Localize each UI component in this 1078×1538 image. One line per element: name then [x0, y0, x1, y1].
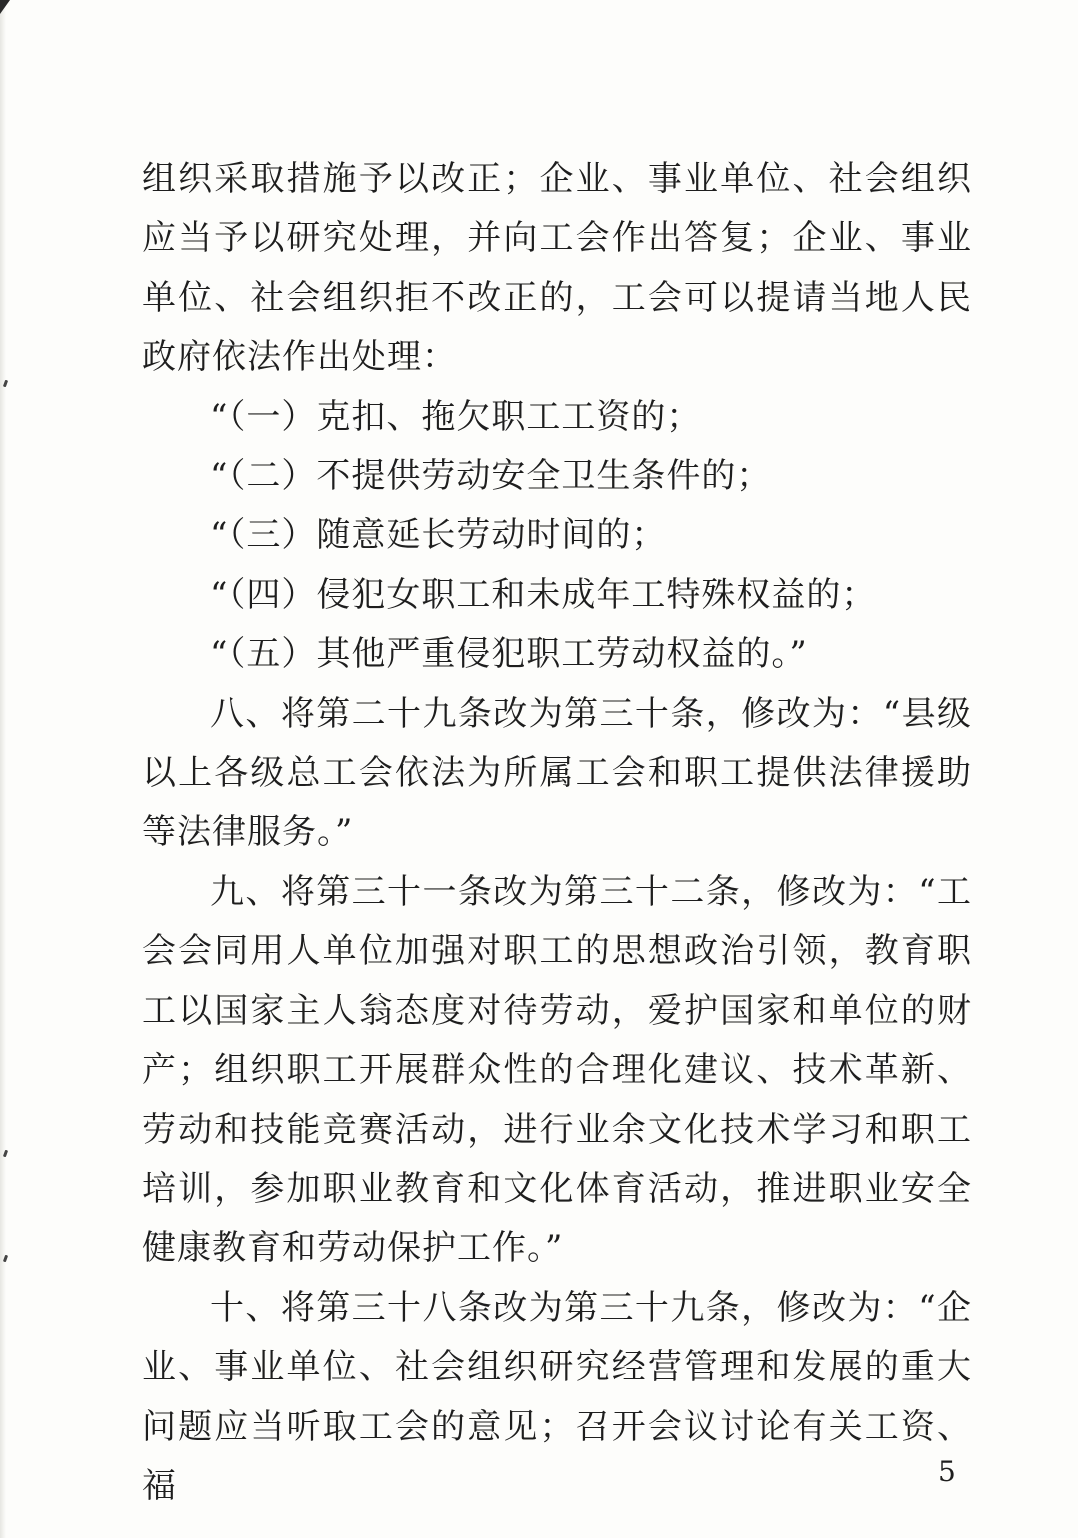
- page-number: 5: [938, 1455, 956, 1488]
- document-body: [142, 150, 972, 1516]
- margin-speck: [3, 380, 8, 388]
- list-item-4: “（四）侵犯女职工和未成年工特殊权益的；: [210, 574, 877, 615]
- list-item-5: “（五）其他严重侵犯职工劳动权益的。”: [210, 634, 808, 675]
- list-item-2: “（二）不提供劳动安全卫生条件的；: [210, 456, 772, 497]
- margin-speck: [3, 1150, 8, 1158]
- list-item-1: “（一）克扣、拖欠职工工资的；: [210, 396, 702, 437]
- paragraph-continuation: 组织采取措施予以改正；企业、事业单位、社会组织应当予以研究处理，并向工会作出答复；企业、事业单位、社会组织拒不改正的，工会可以提请当地人民政府依法作出处理：: [142, 159, 972, 378]
- amendment-9: 九、将第三十一条改为第三十二条，修改为：“工会会同用人单位加强对职工的思想政治引领，教育职工以国家主人翁态度对待劳动，爱护国家和单位的财产；组织职工开展群众性的合理化建议、技术革新、劳动和技能竞赛活动，进行业余文化技术学习和职工培训，参加职业教育和文化体育活动，推进职业安全健康教育和劳动保护工作。”: [142, 871, 972, 1269]
- page-edge: [0, 0, 6, 1538]
- amendment-10: 十、将第三十八条改为第三十九条，修改为：“企业、事业单位、社会组织研究经营管理和发展的重大问题应当听取工会的意见；召开会议讨论有关工资、福: [142, 1287, 972, 1506]
- list-item-3: “（三）随意延长劳动时间的；: [210, 515, 667, 556]
- corner-scan-mark: [0, 0, 10, 14]
- amendment-8: 八、将第二十九条改为第三十条，修改为：“县级以上各级总工会依法为所属工会和职工提供法律援助等法律服务。”: [142, 693, 972, 853]
- margin-speck: [3, 1255, 8, 1263]
